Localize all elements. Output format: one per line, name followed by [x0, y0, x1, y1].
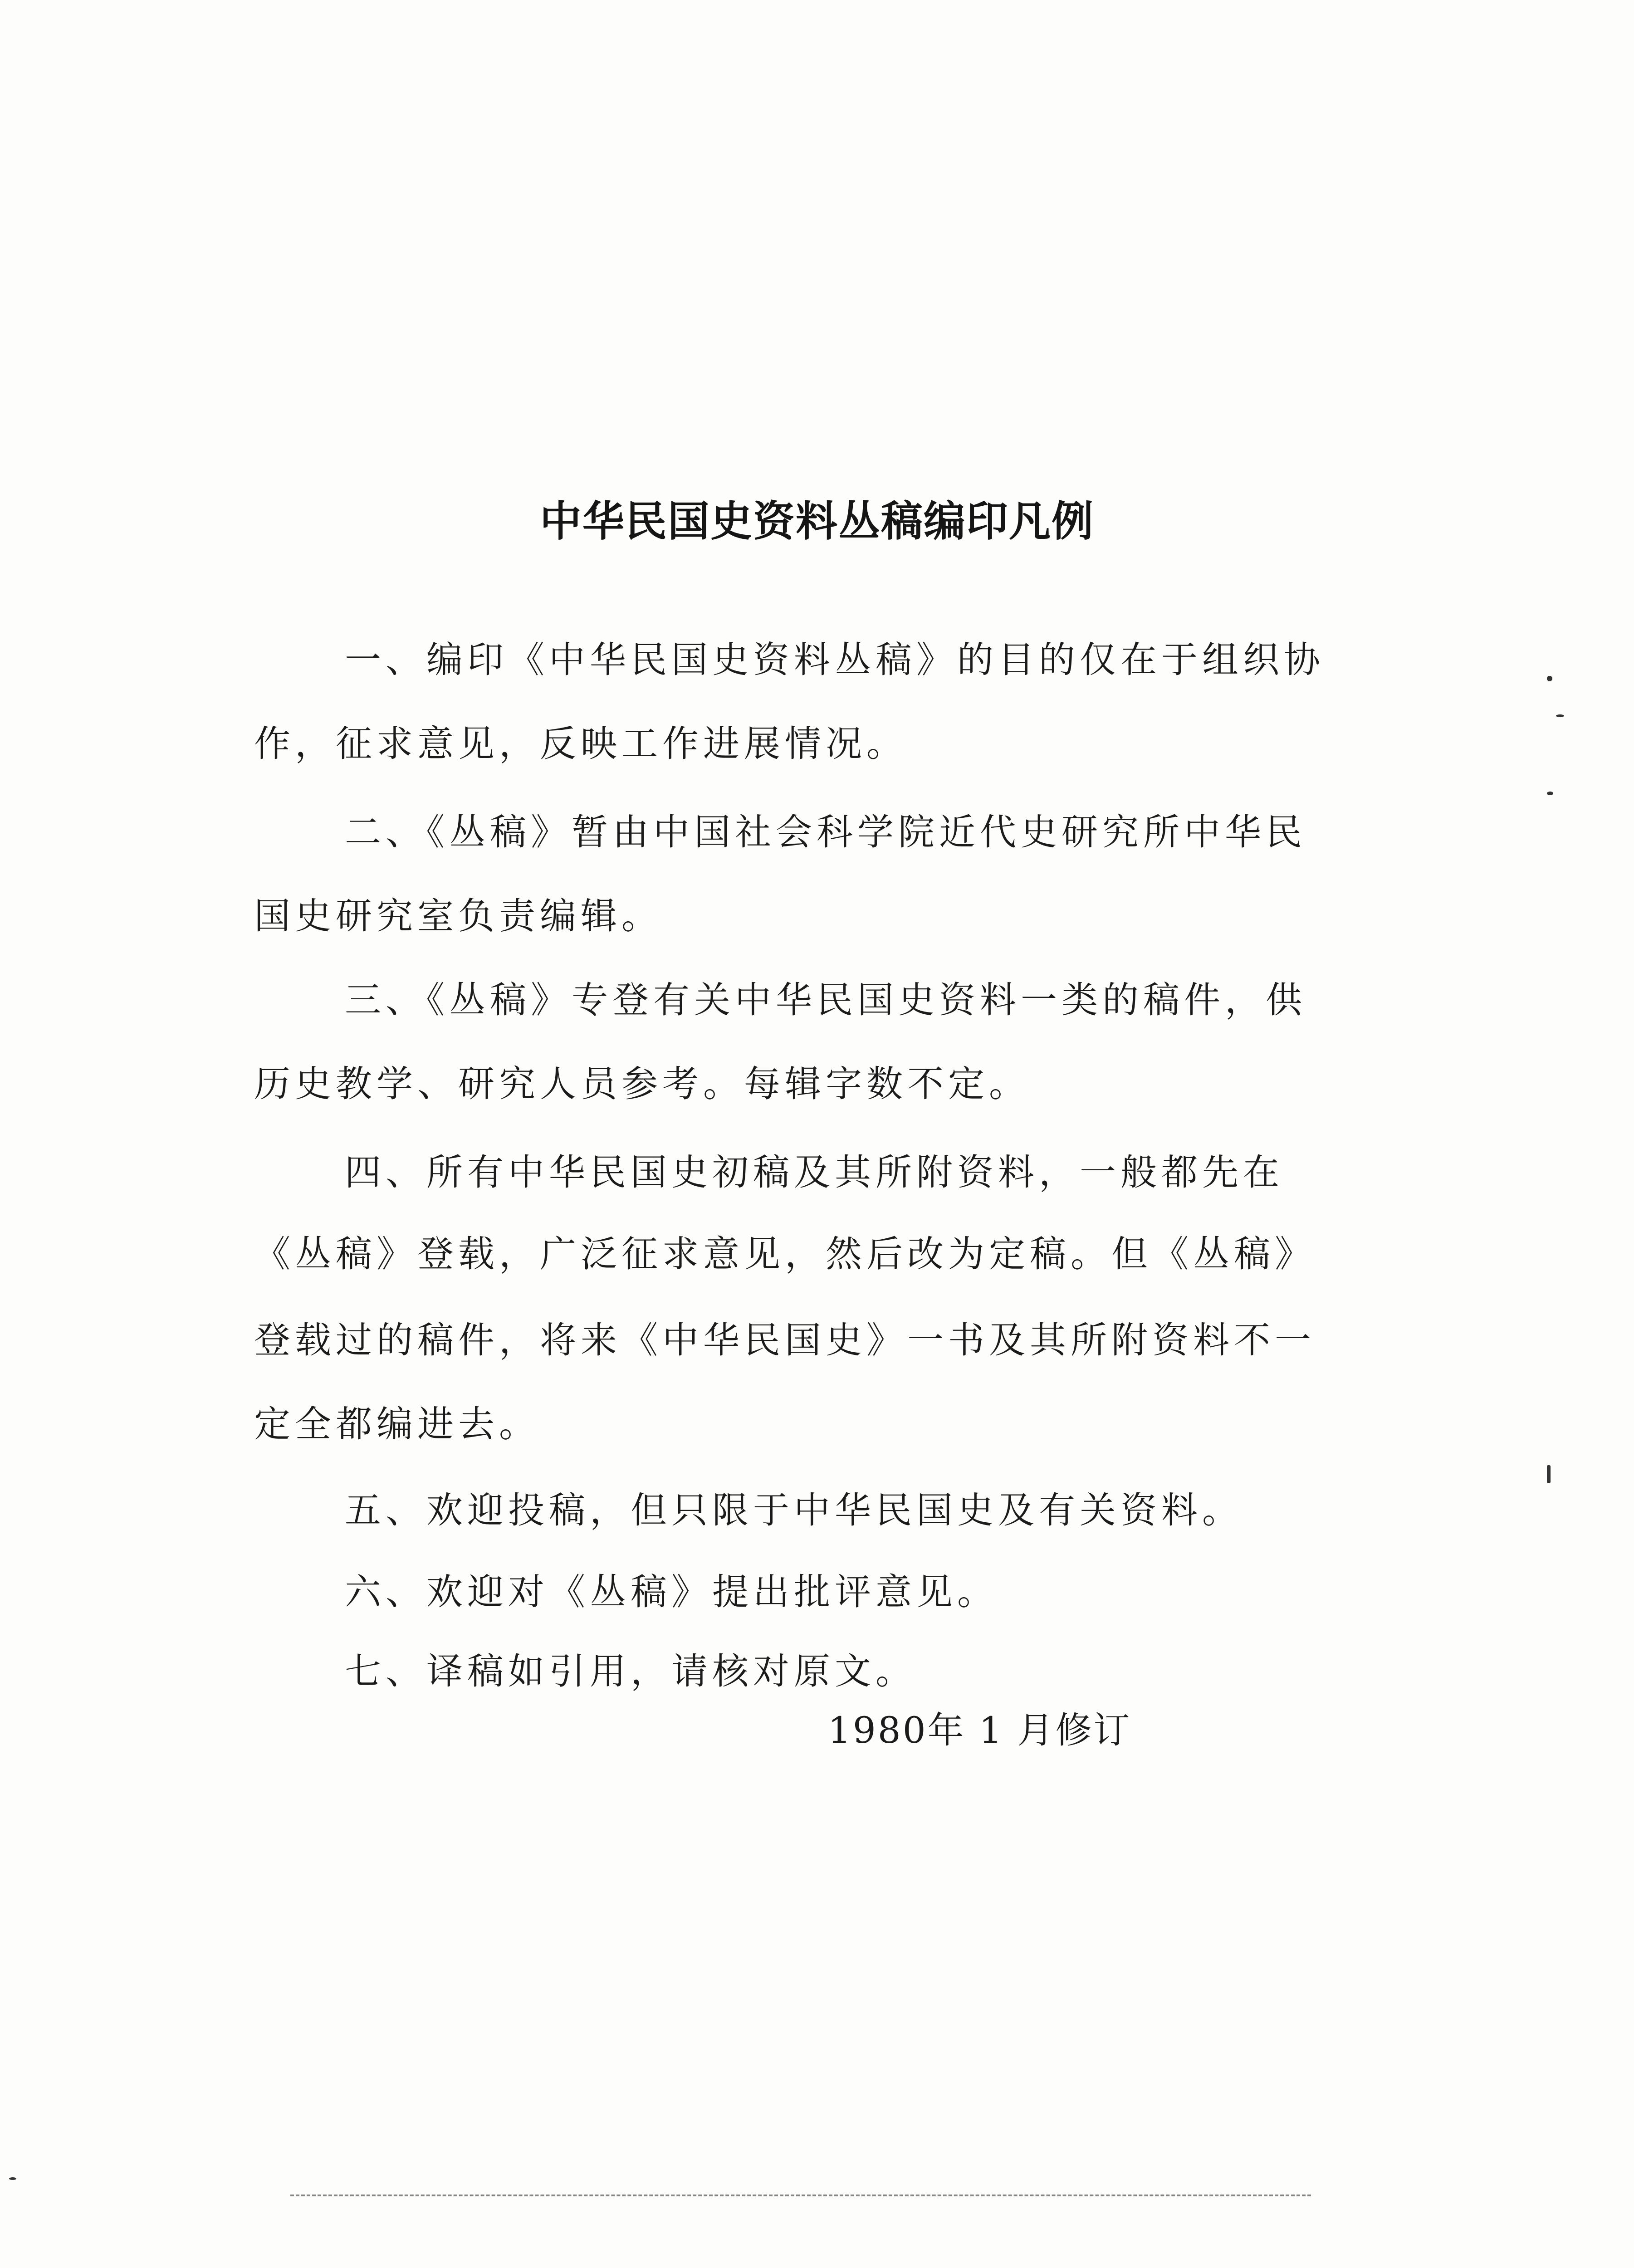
revision-date: 1980年 1 月修订 [828, 1709, 1132, 1751]
scan-speck [9, 2177, 16, 2180]
scan-speck [1547, 792, 1553, 795]
rule-2-line-1: 二、《丛稿》暂由中国社会科学院近代史研究所中华民 [345, 811, 1306, 853]
rule-6-line-1: 六、欢迎对《丛稿》提出批评意见。 [345, 1571, 998, 1613]
footer-dashed-rule [290, 2195, 1311, 2196]
rule-2-line-2: 国史研究室负责编辑。 [254, 895, 662, 937]
rule-4-line-4: 定全都编进去。 [254, 1403, 540, 1445]
rule-3-line-2: 历史教学、研究人员参考。每辑字数不定。 [254, 1063, 1030, 1105]
scan-speck [1547, 676, 1552, 681]
rule-5-line-1: 五、欢迎投稿，但只限于中华民国史及有关资料。 [345, 1489, 1243, 1531]
rule-7-line-1: 七、译稿如引用，请核对原文。 [345, 1650, 916, 1692]
rule-4-line-2: 《丛稿》登载，广泛征求意见，然后改为定稿。但《丛稿》 [254, 1233, 1316, 1275]
rule-1-line-2: 作，征求意见，反映工作进展情况。 [254, 723, 907, 765]
rule-4-line-1: 四、所有中华民国史初稿及其所附资料，一般都先在 [345, 1151, 1284, 1193]
rule-1-line-1: 一、编印《中华民国史资料丛稿》的目的仅在于组织协 [345, 639, 1325, 681]
scan-speck [1556, 714, 1564, 717]
page-title: 中华民国史资料丛稿编印凡例 [539, 497, 1094, 546]
rule-3-line-1: 三、《丛稿》专登有关中华民国史资料一类的稿件，供 [345, 979, 1306, 1021]
scan-speck [1547, 1465, 1551, 1483]
rule-4-line-3: 登载过的稿件，将来《中华民国史》一书及其所附资料不一 [254, 1319, 1316, 1361]
